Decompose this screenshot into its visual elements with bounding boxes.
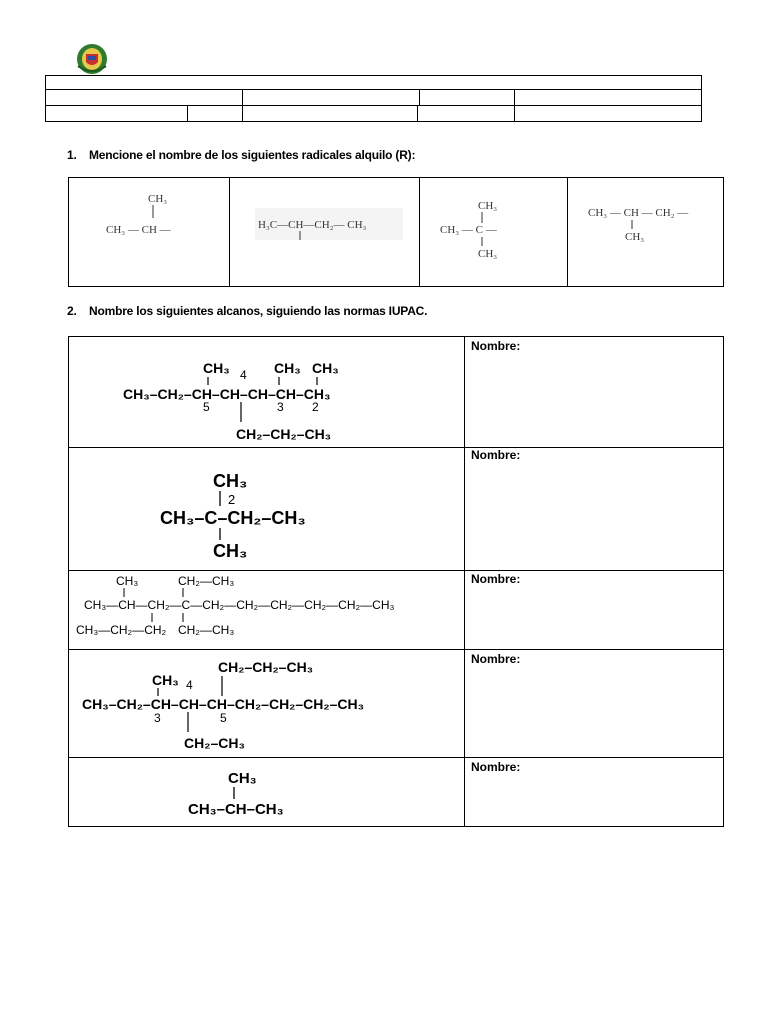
question-text: Nombre los siguientes alcanos, siguiendo las normas IUPAC. xyxy=(89,304,428,318)
radical-2 xyxy=(255,208,405,248)
school-crest-icon xyxy=(72,42,112,76)
radical-4 xyxy=(588,203,708,248)
alkane-3-top2: CH₂—CH₃ xyxy=(178,574,235,588)
question-text: Mencione el nombre de los siguientes radicales alquilo (R): xyxy=(89,148,416,162)
alkane-3-bottom2: CH₂—CH₃ xyxy=(178,623,235,637)
alkane-3-bottom1: CH₃—CH₂—CH₂ xyxy=(76,623,167,637)
alkane-1-n4: 4 xyxy=(240,368,247,382)
alkane-3-top1: CH₃ xyxy=(116,574,139,588)
alkane-3-structure xyxy=(72,572,402,642)
answer-label-3: Nombre: xyxy=(471,572,521,586)
radical-4-bottom: CH₃ xyxy=(625,231,645,243)
radical-4-main: CH₃ — CH — CH₂ — xyxy=(588,207,689,219)
alkane-2-n2: 2 xyxy=(228,492,236,507)
radical-1-main: CH₃ — CH — xyxy=(106,224,171,236)
answer-field-4[interactable] xyxy=(530,653,715,667)
alkane-4-n4: 4 xyxy=(186,678,193,692)
alkane-1-n3: 3 xyxy=(277,400,284,414)
alkane-5-main: CH₃–CH–CH₃ xyxy=(188,801,284,818)
student-info-table xyxy=(45,75,702,122)
alkane-1-main: CH₃–CH₂–CH–CH–CH–CH–CH₃ xyxy=(123,386,331,402)
answer-field-2[interactable] xyxy=(530,449,715,463)
alkane-2-structure xyxy=(158,466,358,566)
alkane-1-n5: 5 xyxy=(203,400,210,414)
alkane-4-n5: 5 xyxy=(220,711,227,725)
alkane-1-top1: CH₃ xyxy=(203,360,230,376)
alkane-1-top2: CH₃ xyxy=(274,360,301,376)
alkane-4-top2: CH₂–CH₂–CH₃ xyxy=(218,659,314,675)
alkane-1-n2: 2 xyxy=(312,400,319,414)
alkane-5-top: CH₃ xyxy=(228,770,257,787)
answer-field-3[interactable] xyxy=(530,573,715,587)
answer-label-2: Nombre: xyxy=(471,448,521,462)
answer-label-5: Nombre: xyxy=(471,760,521,774)
alkane-1-structure xyxy=(120,356,390,446)
question-1 xyxy=(67,148,415,162)
question-number: 1. xyxy=(67,148,77,162)
radical-2-main: H₃C—CH—CH₂— CH₃ xyxy=(258,219,367,231)
alkane-1-top3: CH₃ xyxy=(312,360,339,376)
alkane-4-top1: CH₃ xyxy=(152,672,179,688)
alkane-4-n3: 3 xyxy=(154,711,161,725)
radical-3-top: CH₃ xyxy=(478,200,498,212)
alkane-3-main: CH₃—CH—CH₂—C—CH₂—CH₂—CH₂—CH₂—CH₂—CH₃ xyxy=(84,598,395,612)
answer-field-5[interactable] xyxy=(530,761,715,775)
answer-label-1: Nombre: xyxy=(471,339,521,353)
answer-field-1[interactable] xyxy=(530,340,715,354)
alkane-2-bottom: CH₃ xyxy=(213,541,248,561)
question-number: 2. xyxy=(67,304,77,318)
alkane-2-top: CH₃ xyxy=(213,471,248,491)
answer-label-4: Nombre: xyxy=(471,652,521,666)
question-2 xyxy=(67,304,427,318)
alkane-1-bottom: CH₂–CH₂–CH₃ xyxy=(236,426,332,442)
alkane-2-main: CH₃–C–CH₂–CH₃ xyxy=(160,508,306,528)
radical-1 xyxy=(100,190,200,240)
alkane-4-bottom: CH₂–CH₃ xyxy=(184,735,245,751)
radical-3 xyxy=(440,196,520,266)
alkane-5-structure xyxy=(186,764,306,824)
radical-1-top: CH₃ xyxy=(148,193,168,205)
school-crest-logo xyxy=(72,42,112,76)
alkane-4-structure xyxy=(80,654,400,754)
alkane-4-main: CH₃–CH₂–CH–CH–CH–CH₂–CH₂–CH₂–CH₃ xyxy=(82,696,365,712)
radical-3-main: CH₃ — C — xyxy=(440,224,497,236)
radical-3-bottom: CH₃ xyxy=(478,248,498,260)
